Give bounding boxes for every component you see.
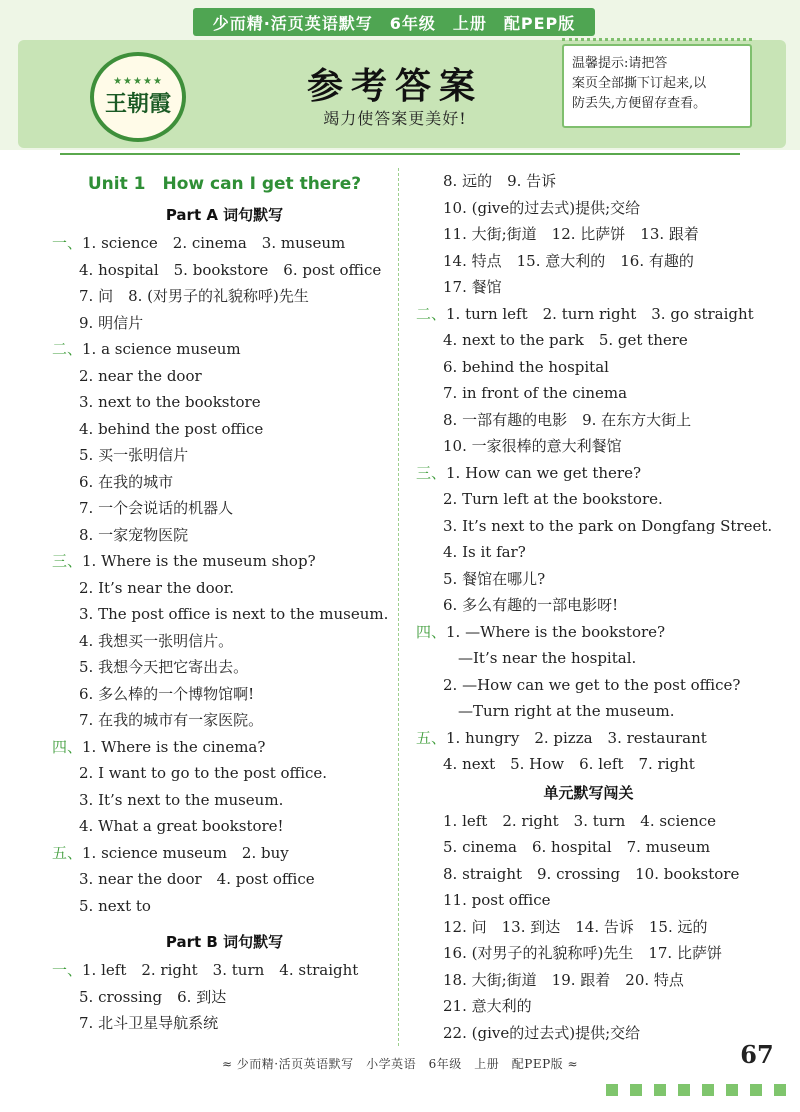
answer-text: 5. cinema 6. hospital 7. museum <box>443 838 711 856</box>
right-column <box>416 168 773 1046</box>
answer-line <box>416 327 761 354</box>
part-b-continued-answers <box>416 168 773 778</box>
answer-line <box>416 354 761 381</box>
answer-line <box>416 301 761 328</box>
answer-text: 1. science 2. cinema 3. museum <box>82 234 346 252</box>
header-divider <box>60 153 740 155</box>
answer-line <box>416 221 761 248</box>
section-marker: 四、 <box>416 622 447 641</box>
logo-text: 王朝霞 <box>104 91 171 117</box>
star-icon: ★★★★★ <box>113 76 163 87</box>
answer-text: 1. left 2. right 3. turn 4. science <box>443 811 717 830</box>
answer-text: 3. near the door 4. post office <box>79 870 315 888</box>
answer-text: 2. —How can we get to the post office? <box>443 675 741 694</box>
answer-line <box>416 380 761 407</box>
answer-text: 5. crossing 6. 到达 <box>79 987 227 1006</box>
answer-text: 5. next to <box>79 896 151 915</box>
section-marker: 五、 <box>52 843 83 862</box>
answer-line <box>52 601 397 628</box>
answer-line <box>416 274 761 301</box>
answer-text: 11. 大街;街道 12. 比萨饼 13. 跟着 <box>443 225 699 243</box>
answer-text: 18. 大街;街道 19. 跟着 20. 特点 <box>443 970 684 989</box>
answer-line <box>416 725 761 752</box>
answer-line <box>52 495 397 522</box>
answer-text: 1. a science museum <box>82 340 241 358</box>
answer-text: 1. Where is the museum shop? <box>82 552 316 570</box>
answer-line <box>52 957 397 984</box>
answer-text: 7. 一个会说话的机器人 <box>79 499 234 517</box>
answer-line <box>52 230 397 257</box>
part-b-title: Part B 词句默写 <box>165 933 284 951</box>
footer-decoration <box>606 1084 790 1096</box>
unit-review-answers <box>416 808 761 1047</box>
answer-line <box>52 813 397 840</box>
section-marker: 一、 <box>52 961 83 979</box>
answer-text: —It’s near the hospital. <box>443 649 637 667</box>
answer-line <box>416 1020 761 1047</box>
series-banner: 少而精·活页英语默写 6年级 上册 配PEP版 <box>193 8 595 36</box>
left-column <box>52 168 397 1037</box>
answer-text: 16. (对男子的礼貌称呼)先生 17. 比萨饼 <box>443 944 722 962</box>
section-marker: 二、 <box>416 304 447 323</box>
answer-line <box>52 893 397 920</box>
answer-text: 4. next 5. How 6. left 7. right <box>443 755 695 773</box>
answer-text: 8. 一部有趣的电影 9. 在东方大街上 <box>443 410 692 429</box>
answer-text: 22. (give的过去式)提供;交给 <box>443 1023 641 1042</box>
tip-line: 防丢失,方便留存查看。 <box>572 96 707 111</box>
answer-line <box>52 310 397 337</box>
answer-line <box>416 433 761 460</box>
section-marker: 一、 <box>52 234 83 252</box>
answer-text: 9. 明信片 <box>79 313 144 332</box>
answer-line <box>52 984 397 1011</box>
answer-line <box>416 486 761 513</box>
answer-text: —Turn right at the museum. <box>443 702 675 720</box>
answer-text: 12. 问 13. 到达 14. 告诉 15. 远的 <box>443 917 708 936</box>
answer-line <box>52 469 397 496</box>
answer-text: 8. 远的 9. 告诉 <box>443 172 557 190</box>
answer-line <box>52 548 397 575</box>
answer-text: 1. turn left 2. turn right 3. go straight <box>446 304 754 323</box>
tip-line: 温馨提示:请把答 <box>572 56 668 71</box>
answer-line <box>52 389 397 416</box>
unit-review-title: 单元默写闯关 <box>543 783 634 802</box>
answer-line <box>416 672 761 699</box>
answer-text: 1. How can we get there? <box>446 463 642 482</box>
answer-text: 5. 餐馆在哪儿? <box>443 569 546 588</box>
answer-text: 10. 一家很棒的意大利餐馆 <box>443 437 622 455</box>
answer-text: 2. I want to go to the post office. <box>79 764 328 782</box>
publisher-logo <box>90 52 186 142</box>
answer-line <box>52 442 397 469</box>
answer-line <box>52 1010 397 1037</box>
page-subtitle: 竭力使答案更美好! <box>323 109 467 128</box>
answer-text: 6. 多么棒的一个博物馆啊! <box>79 684 255 703</box>
answer-text: 3. It’s next to the park on Dongfang Street. <box>443 516 773 535</box>
answer-text: 2. near the door <box>79 366 202 385</box>
answer-line <box>52 283 397 310</box>
answer-text: 3. next to the bookstore <box>79 393 261 411</box>
answer-text: 5. 买一张明信片 <box>79 446 189 464</box>
answer-line <box>416 861 761 888</box>
answer-text: 17. 餐馆 <box>443 278 502 296</box>
tip-box <box>562 44 752 128</box>
answer-text: 3. It’s next to the museum. <box>79 790 284 809</box>
answer-line <box>52 257 397 284</box>
answer-text: 21. 意大利的 <box>443 997 532 1015</box>
answer-line <box>52 734 397 761</box>
footer-text: ≈ 少而精·活页英语默写 小学英语 6年级 上册 配PEP版 ≈ <box>221 1057 579 1071</box>
section-marker: 三、 <box>52 552 83 570</box>
answer-line <box>416 248 761 275</box>
answer-line <box>416 887 761 914</box>
section-marker: 五、 <box>416 728 447 747</box>
answer-text: 1. left 2. right 3. turn 4. straight <box>82 961 359 979</box>
answer-text: 4. next to the park 5. get there <box>443 331 688 349</box>
answer-text: 14. 特点 15. 意大利的 16. 有趣的 <box>443 251 694 270</box>
page-number: 67 <box>740 1040 774 1069</box>
answer-line <box>416 834 761 861</box>
answer-text: 1. —Where is the bookstore? <box>446 622 666 641</box>
answer-line <box>416 539 761 566</box>
part-b-answers <box>52 957 397 1037</box>
answer-text: 7. 问 8. (对男子的礼貌称呼)先生 <box>79 287 309 305</box>
answer-text: 4. behind the post office <box>79 419 264 438</box>
answer-text: 4. Is it far? <box>443 543 526 561</box>
answer-text: 7. 北斗卫星导航系统 <box>79 1014 219 1032</box>
answer-line <box>416 914 761 941</box>
answer-line <box>52 760 397 787</box>
answer-text: 5. 我想今天把它寄出去。 <box>79 658 249 676</box>
answer-text: 8. 一家宠物医院 <box>79 525 189 544</box>
answer-line <box>416 751 761 778</box>
answer-line <box>416 513 773 540</box>
answer-line <box>52 787 397 814</box>
answer-line <box>52 522 397 549</box>
answer-text: 3. The post office is next to the museum. <box>79 605 389 623</box>
answer-line <box>416 967 761 994</box>
unit-title: Unit 1 How can I get there? <box>87 174 362 194</box>
answer-text: 8. straight 9. crossing 10. bookstore <box>443 864 740 883</box>
answer-text: 1. hungry 2. pizza 3. restaurant <box>446 728 707 747</box>
answer-line <box>52 654 397 681</box>
answer-line <box>416 195 761 222</box>
column-divider <box>398 168 399 1046</box>
answer-text: 6. 多么有趣的一部电影呀! <box>443 596 619 614</box>
answer-text: 10. (give的过去式)提供;交给 <box>443 198 641 217</box>
answer-line <box>416 168 761 195</box>
answer-line <box>52 681 397 708</box>
section-marker: 三、 <box>416 463 447 482</box>
answer-line <box>52 707 397 734</box>
answer-line <box>416 698 761 725</box>
answer-line <box>416 566 761 593</box>
part-a-title: Part A 词句默写 <box>165 206 284 224</box>
answer-text: 1. science museum 2. buy <box>82 843 289 862</box>
answer-text: 7. 在我的城市有一家医院。 <box>79 711 264 729</box>
answer-text: 7. in front of the cinema <box>443 384 628 402</box>
answer-line <box>416 619 761 646</box>
answer-line <box>416 592 761 619</box>
answer-line <box>416 460 761 487</box>
answer-text: 2. It’s near the door. <box>79 578 234 597</box>
answer-text: 4. What a great bookstore! <box>79 817 284 835</box>
answer-line <box>52 363 397 390</box>
answer-text: 2. Turn left at the bookstore. <box>443 490 663 508</box>
answer-line <box>416 645 761 672</box>
answer-line <box>52 416 397 443</box>
section-marker: 二、 <box>52 340 83 358</box>
answer-line <box>52 628 397 655</box>
answer-line <box>52 336 397 363</box>
answer-line <box>416 808 761 835</box>
answer-text: 6. 在我的城市 <box>79 472 174 491</box>
tip-line: 案页全部撕下订起来,以 <box>572 76 707 91</box>
answer-line <box>52 840 397 867</box>
answer-line <box>52 575 397 602</box>
part-a-answers <box>52 230 397 919</box>
answer-text: 1. Where is the cinema? <box>82 737 266 756</box>
answer-text: 11. post office <box>443 891 551 909</box>
answer-text: 4. hospital 5. bookstore 6. post office <box>79 260 382 279</box>
answer-line <box>416 407 761 434</box>
answer-line <box>416 940 761 967</box>
answer-text: 4. 我想买一张明信片。 <box>79 631 234 650</box>
answer-line <box>416 993 761 1020</box>
section-marker: 四、 <box>52 737 83 756</box>
answer-line <box>52 866 397 893</box>
answer-text: 6. behind the hospital <box>443 357 609 376</box>
page-title: 参考答案 <box>306 66 483 107</box>
